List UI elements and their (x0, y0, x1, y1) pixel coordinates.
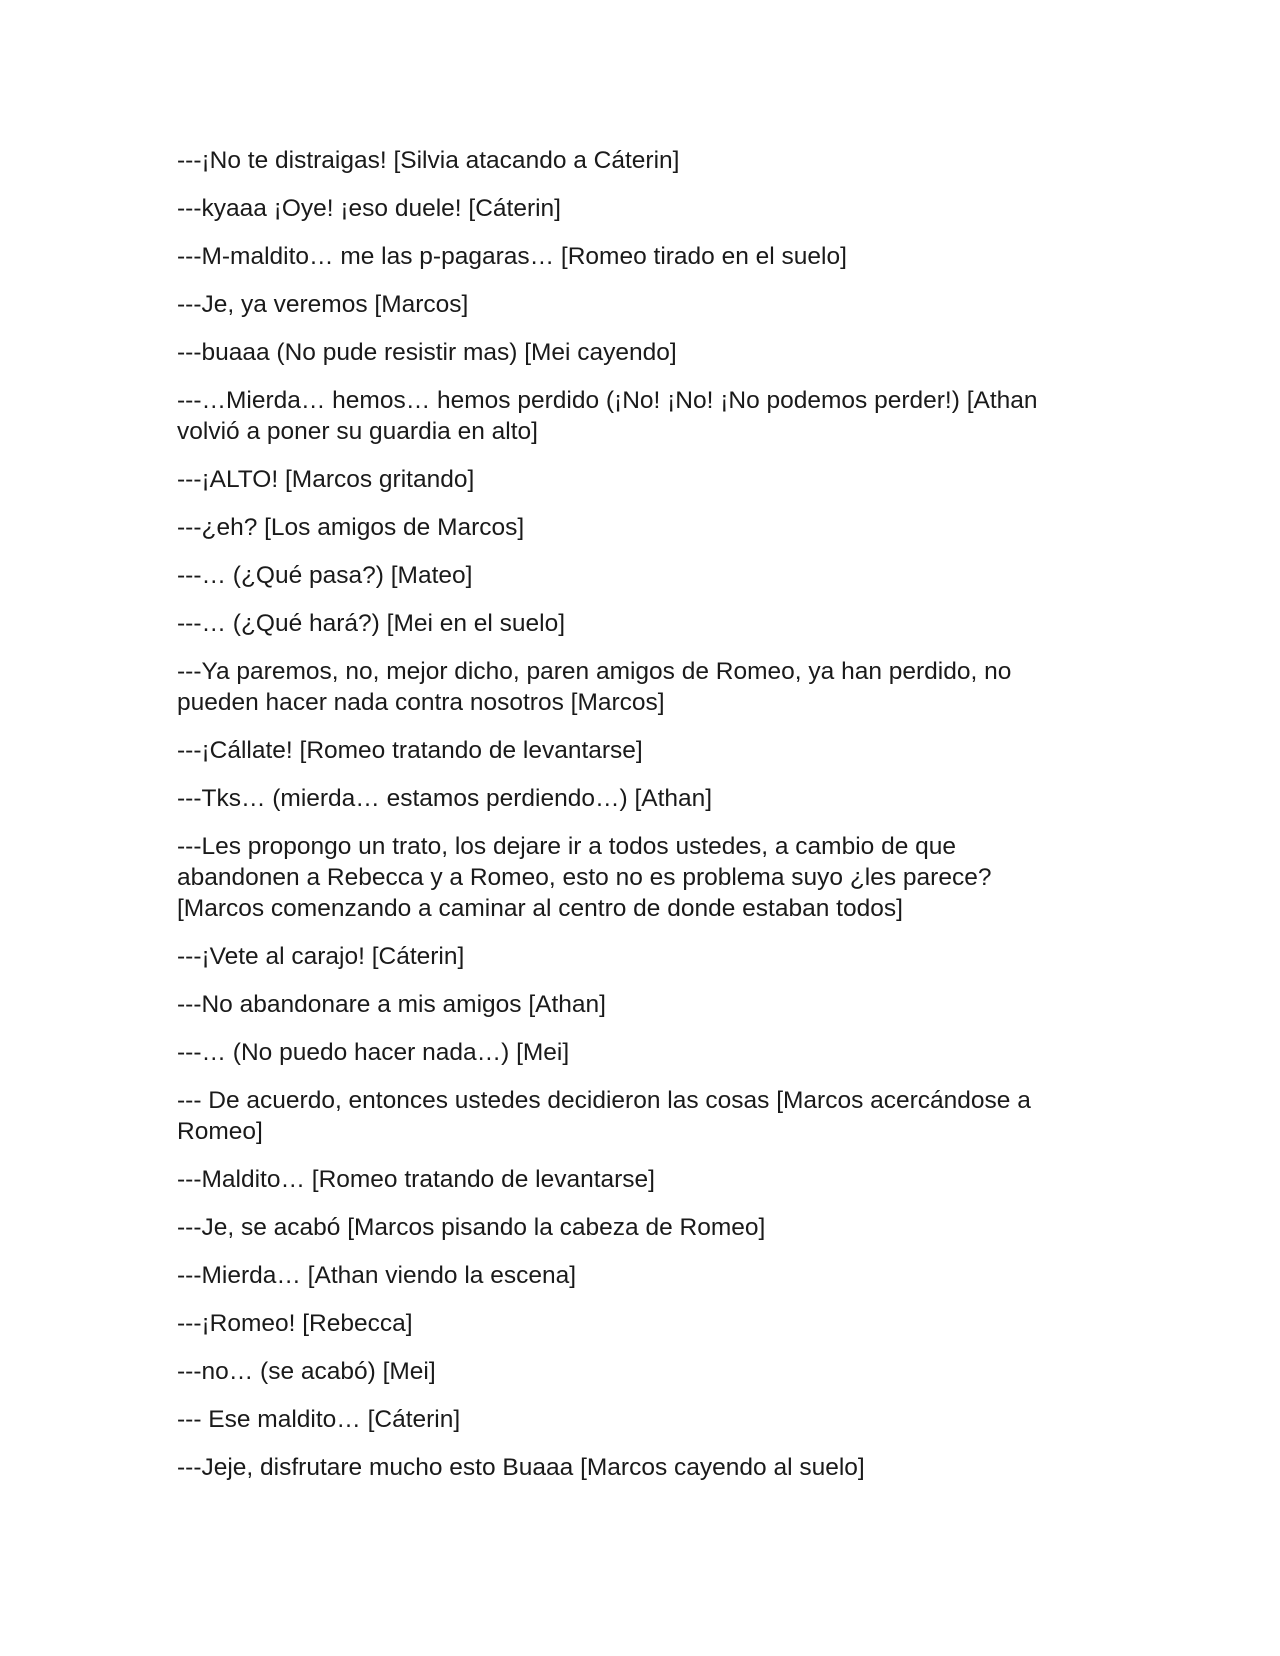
dialogue-line: ---…Mierda… hemos… hemos perdido (¡No! ¡No! ¡No podemos perder!) [Athan volvió a poner su guardia en alto] (177, 387, 1038, 445)
dialogue-line: ---Jeje, disfrutare mucho esto Buaaa [Marcos cayendo al suelo] (177, 1454, 865, 1481)
dialogue-line: ---¡Vete al carajo! [Cáterin] (177, 943, 465, 970)
dialogue-line: ---… (¿Qué hará?) [Mei en el suelo] (177, 610, 566, 637)
dialogue-line: ---Je, se acabó [Marcos pisando la cabeza de Romeo] (177, 1214, 766, 1241)
dialogue-line: ---no… (se acabó) [Mei] (177, 1358, 436, 1385)
dialogue-text (177, 145, 1077, 1500)
dialogue-line: --- De acuerdo, entonces ustedes decidieron las cosas [Marcos acercándose a Romeo] (177, 1087, 1031, 1145)
dialogue-line: ---¡ALTO! [Marcos gritando] (177, 466, 475, 493)
dialogue-line: ---Je, ya veremos [Marcos] (177, 291, 469, 318)
dialogue-line: ---Maldito… [Romeo tratando de levantarse] (177, 1166, 655, 1193)
dialogue-line: ---Les propongo un trato, los dejare ir a todos ustedes, a cambio de que abandonen a Rebecca y a Romeo, esto no es problema suyo ¿les parece? [Marcos comenzando a caminar al centro de donde estaban todos] (177, 833, 992, 922)
dialogue-line: --- Ese maldito… [Cáterin] (177, 1406, 461, 1433)
dialogue-line: ---… (No puedo hacer nada…) [Mei] (177, 1039, 570, 1066)
dialogue-line: ---¡Cállate! [Romeo tratando de levantarse] (177, 737, 643, 764)
dialogue-line: ---M-maldito… me las p-pagaras… [Romeo tirado en el suelo] (177, 243, 847, 270)
dialogue-line: ---buaaa (No pude resistir mas) [Mei cayendo] (177, 339, 677, 366)
dialogue-line: ---¡No te distraigas! [Silvia atacando a Cáterin] (177, 147, 680, 174)
dialogue-line: ---¿eh? [Los amigos de Marcos] (177, 514, 525, 541)
dialogue-line: ---No abandonare a mis amigos [Athan] (177, 991, 606, 1018)
dialogue-line: ---Tks… (mierda… estamos perdiendo…) [Athan] (177, 785, 713, 812)
dialogue-line: ---kyaaa ¡Oye! ¡eso duele! [Cáterin] (177, 195, 561, 222)
dialogue-line: ---Ya paremos, no, mejor dicho, paren amigos de Romeo, ya han perdido, no pueden hacer nada contra nosotros [Marcos] (177, 658, 1012, 716)
dialogue-line: ---Mierda… [Athan viendo la escena] (177, 1262, 576, 1289)
dialogue-line: ---… (¿Qué pasa?) [Mateo] (177, 562, 473, 589)
dialogue-line: ---¡Romeo! [Rebecca] (177, 1310, 413, 1337)
